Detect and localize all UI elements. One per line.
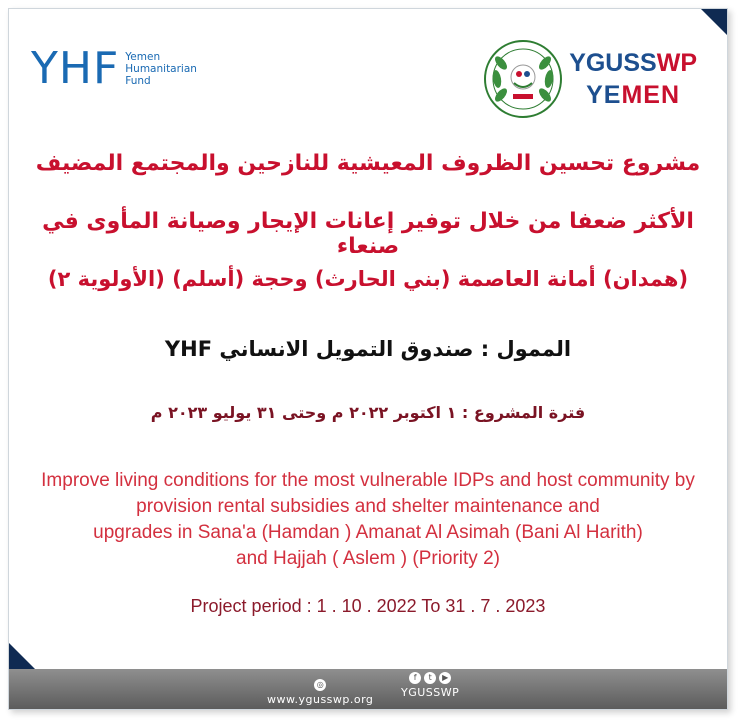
yhf-logo-subtitle <box>125 51 197 87</box>
ygusswp-name: YGUSSWP <box>569 49 697 77</box>
footer-website[interactable] <box>267 679 373 706</box>
footer-bar <box>9 669 727 709</box>
english-desc-line4: and Hajjah ( Aslem ) (Priority 2) <box>236 548 500 569</box>
ygusswp-logo-text <box>569 47 697 111</box>
footer-social[interactable] <box>401 672 459 699</box>
english-period: Project period : 1 . 10 . 2022 To 31 . 7 . 2023 <box>190 596 546 616</box>
footer-handle-text: YGUSSWP <box>401 686 460 699</box>
arabic-title-line2: الأكثر ضعفا من خلال توفير إعانات الإيجار وصيانة المأوى في صنعاء <box>42 209 694 259</box>
corner-decoration <box>9 643 35 669</box>
twitter-icon[interactable]: t <box>424 672 436 684</box>
footer-website-text: www.ygusswp.org <box>267 693 374 706</box>
arabic-title-line3: (همدان) أمانة العاصمة (بني الحارث) وحجة (أسلم) (الأولوية ٢) <box>47 267 689 291</box>
web-icon: ◎ <box>314 679 326 691</box>
facebook-icon[interactable]: f <box>409 672 421 684</box>
arabic-period: فترة المشروع : ١ اكتوبر ٢٠٢٢ م وحتى ٣١ يوليو ٢٠٢٣ م <box>150 403 586 422</box>
ygusswp-country: YEMEN <box>586 81 681 109</box>
yhf-logo-letters: YHF <box>31 43 120 94</box>
arabic-title-line1: مشروع تحسين الظروف المعيشية للنازحين والمجتمع المضيف <box>35 151 701 176</box>
english-desc-line2: provision rental subsidies and shelter maintenance and <box>136 496 600 517</box>
page-frame <box>8 8 728 710</box>
ygusswp-logo <box>483 39 697 119</box>
ygusswp-seal-icon <box>483 39 563 119</box>
english-description <box>9 468 727 572</box>
yhf-logo <box>31 43 197 94</box>
corner-decoration <box>701 9 727 35</box>
youtube-icon[interactable]: ▶ <box>439 672 451 684</box>
yhf-line3: Fund <box>125 75 151 87</box>
yhf-line1: Yemen <box>125 51 161 63</box>
arabic-funder: الممول : صندوق التمويل الانساني YHF <box>164 337 572 361</box>
english-desc-line1: Improve living conditions for the most vulnerable IDPs and host community by <box>41 470 695 491</box>
yhf-line2: Humanitarian <box>125 63 197 75</box>
english-desc-line3: upgrades in Sana'a (Hamdan ) Amanat Al Asimah (Bani Al Harith) <box>93 522 643 543</box>
